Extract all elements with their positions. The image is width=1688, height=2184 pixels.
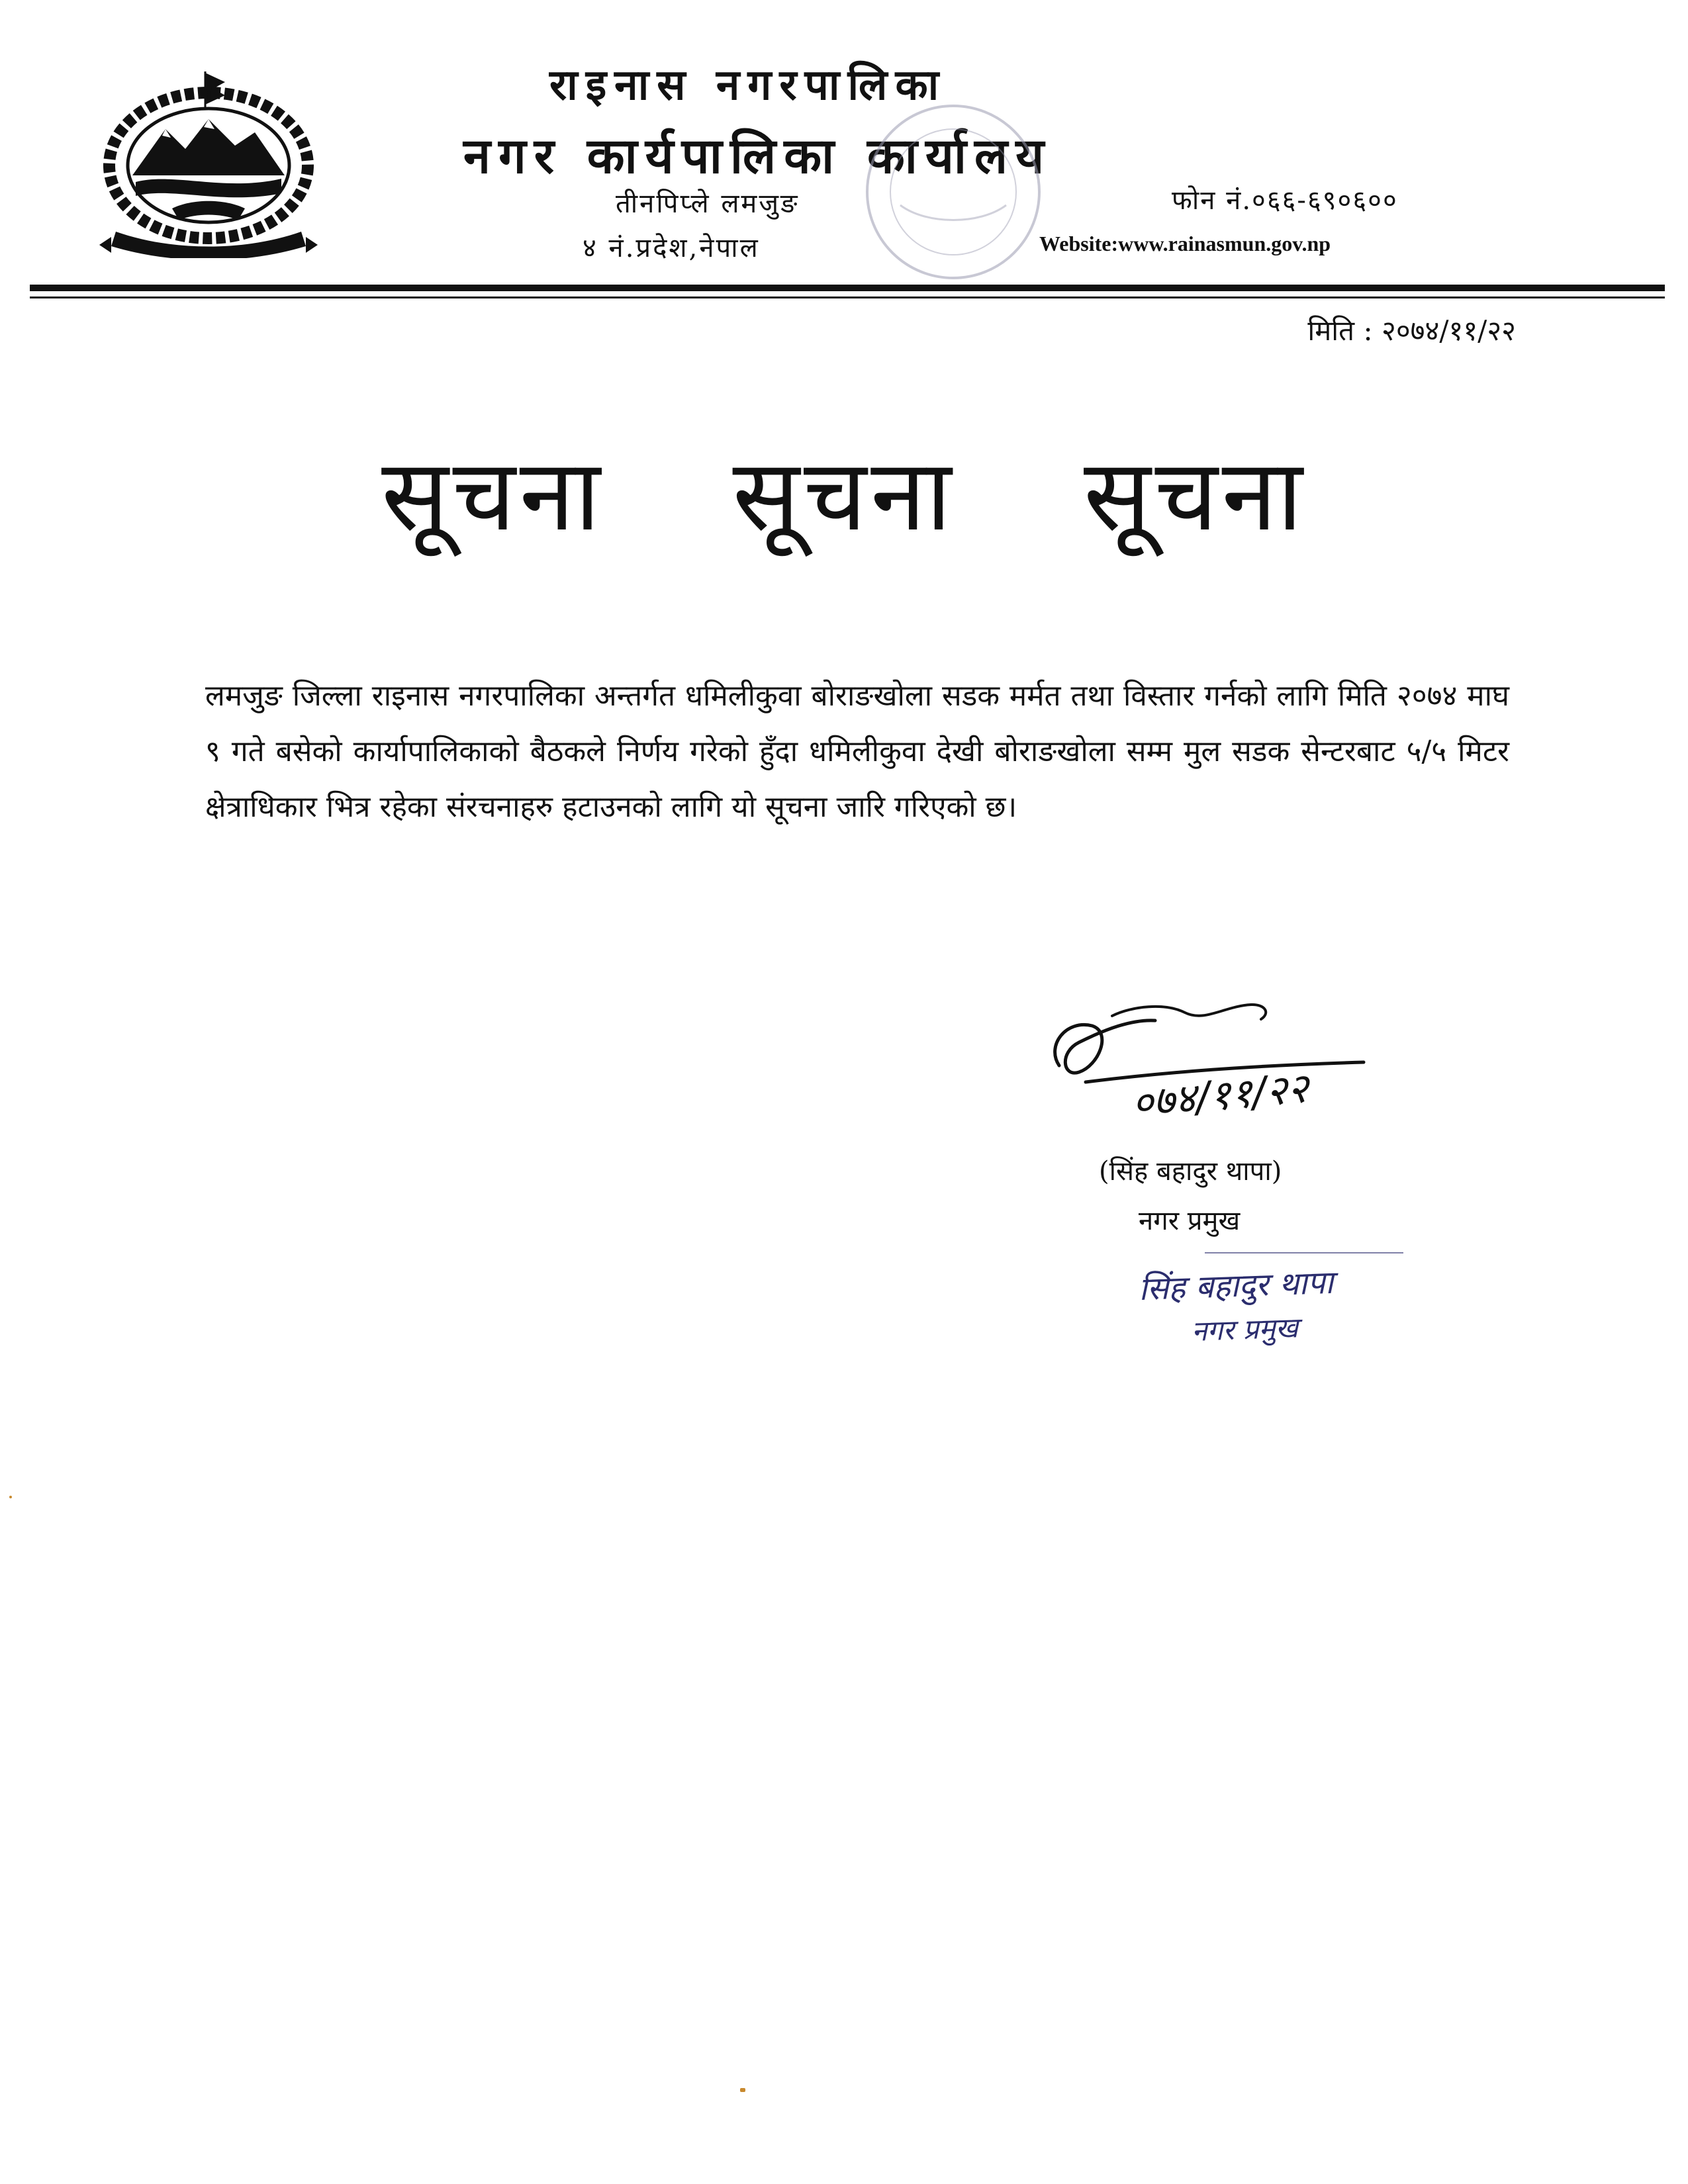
website-link[interactable]: Website:www.rainasmun.gov.np <box>1039 232 1331 255</box>
address-line-1: तीनपिप्ले लमजुङ <box>616 189 800 219</box>
notice-body: लमजुङ जिल्ला राइनास नगरपालिका अन्तर्गत धमिलीकुवा बोराङखोला सडक मर्मत तथा विस्तार गर्नको लागि मिति २०७४ माघ ९ गते बसेको कार्यापालिकाको बैठकले निर्णय गरेको हुँदा धमिलीकुवा देखी बोराङखोला सम्म मुल सडक सेन्टरबाट ५/५ मिटर क्षेत्राधिकार भित्र रहेका संरचनाहरु हटाउनको लागि यो सूचना जारि गरिएको छ। <box>205 679 1509 824</box>
stamp-title: नगर प्रमुख <box>1191 1311 1299 1347</box>
stamp-name: सिंह बहादुर थापा <box>1138 1263 1335 1308</box>
notice-date: मिति : २०७४/११/२२ <box>1307 314 1516 347</box>
handwritten-signature <box>1033 966 1403 1132</box>
org-name: राइनास नगरपालिका <box>549 60 947 110</box>
signer-title: नगर प्रमुख <box>1139 1206 1241 1236</box>
signer-name: (सिंह बहादुर थापा) <box>1099 1156 1282 1187</box>
office-name: नगर कार्यपालिका कार्यालय <box>463 128 1053 185</box>
phone-number: फोन नं.०६६-६९०६०० <box>1172 185 1398 216</box>
header-divider-thick <box>30 285 1665 291</box>
scan-speck <box>9 1496 12 1498</box>
scan-speck <box>740 2088 745 2092</box>
office-seal-icon <box>854 93 1053 291</box>
signature-date: ०७४/११/२२ <box>1129 1063 1311 1127</box>
notice-headline: सूचना सूचना सूचना <box>381 438 1307 553</box>
address-line-2: ४ नं.प्रदेश,नेपाल <box>583 233 760 263</box>
stamp-line <box>1205 1252 1403 1253</box>
nepal-emblem-icon <box>93 66 324 258</box>
header-divider-thin <box>30 296 1665 298</box>
